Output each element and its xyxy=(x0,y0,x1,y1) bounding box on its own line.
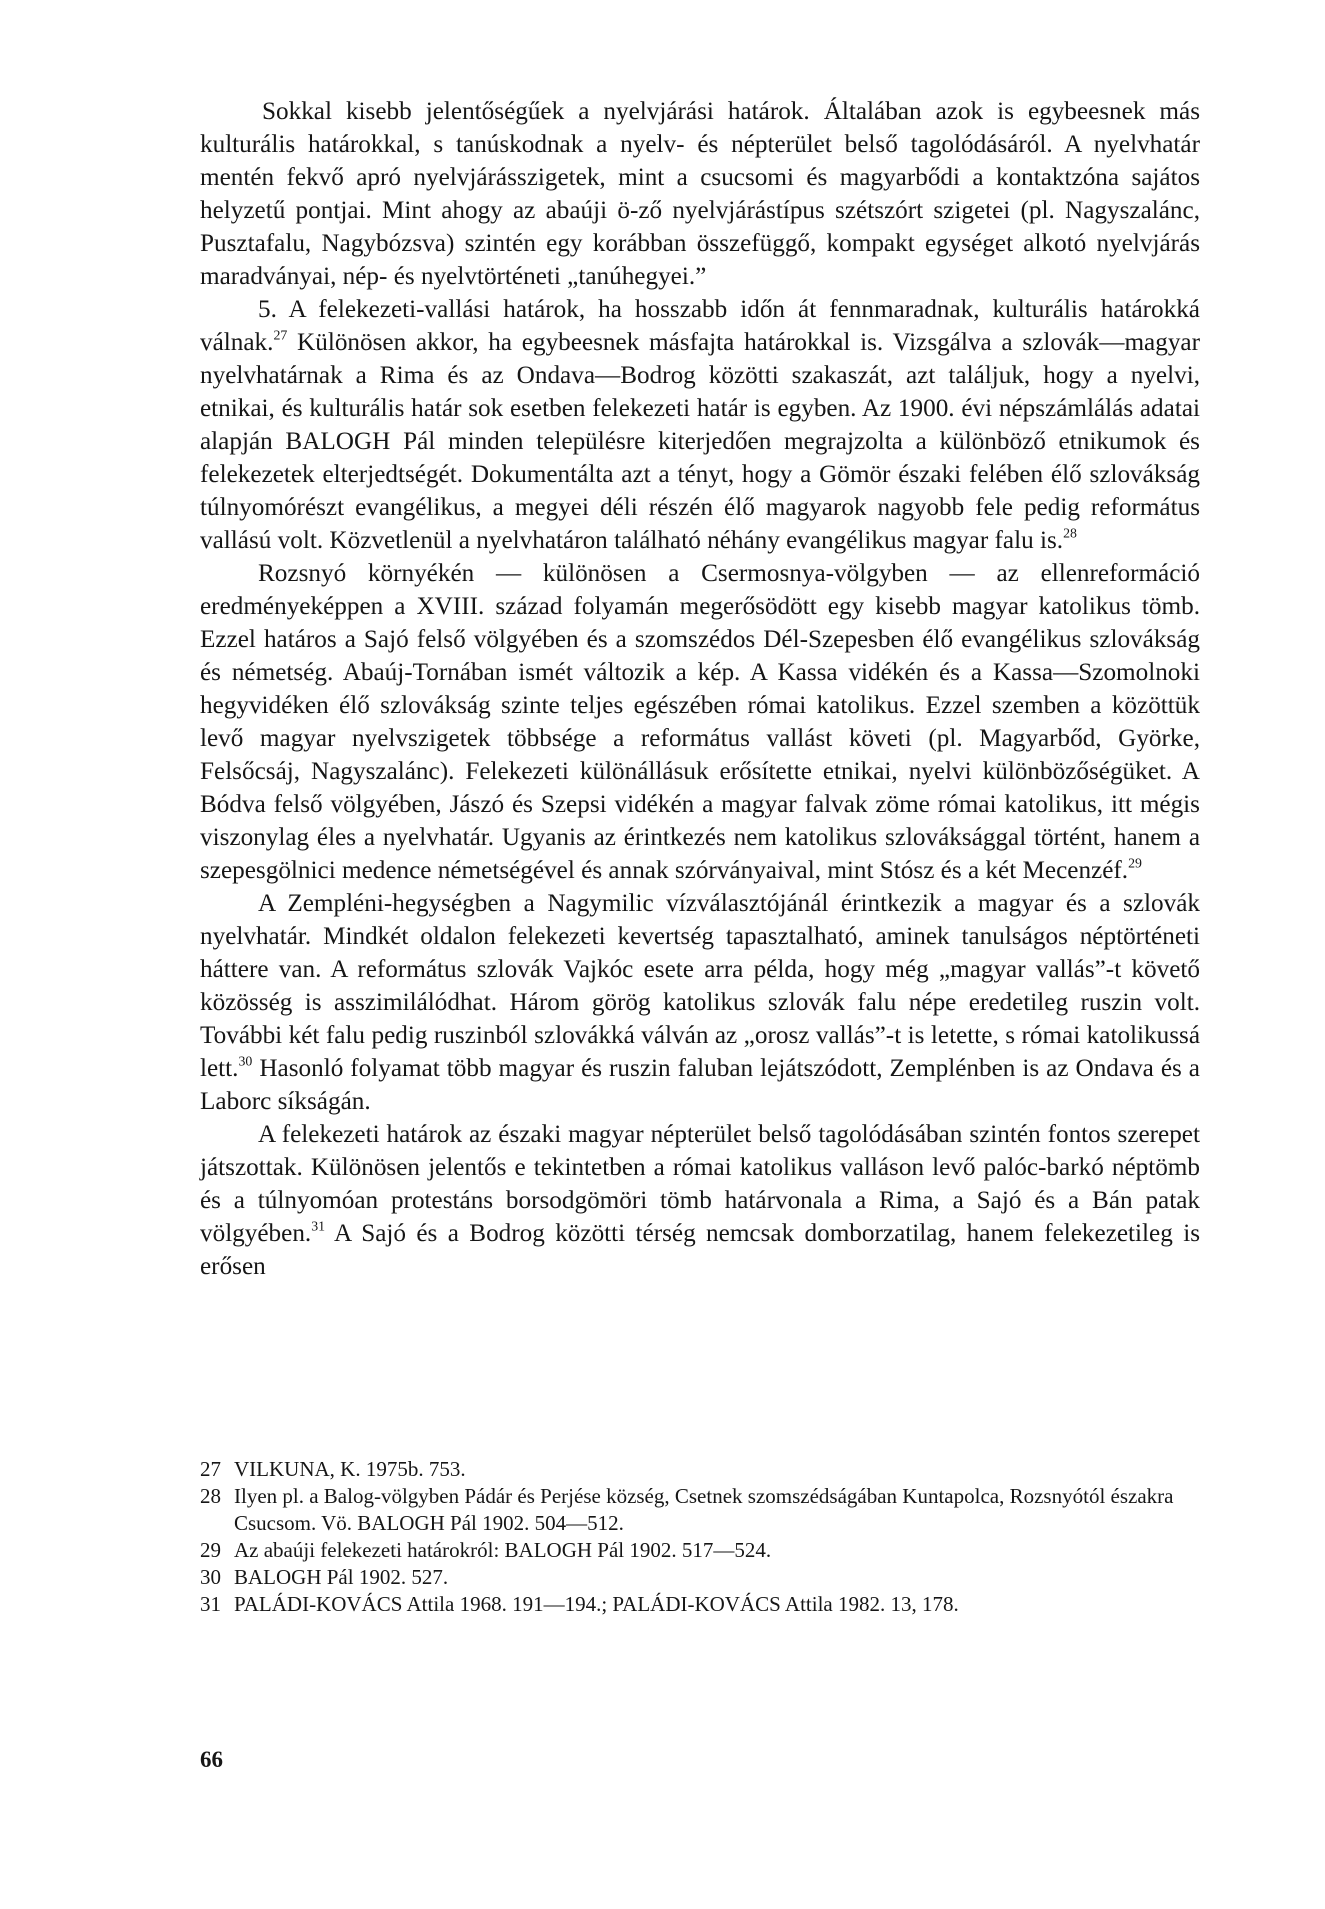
footnote-number: 30 xyxy=(200,1565,221,1589)
paragraph-3 xyxy=(200,557,1200,887)
paragraph-3-text: Rozsnyó környékén — különösen a Csermosnya-völgyben — az ellenreformáció eredményeképpen a XVIII. század folyamán megerősödött egy kisebb magyar katolikus tömb. Ezzel határos a Sajó felső völgyében és a szomszédos Dél-Szepesben élő evangélikus szlovákság és németség. Abaúj-Tornában ismét változik a kép. A Kassa vidékén és a Kassa—Szomolnoki hegyvidéken élő szlovákság szinte teljes egészében római katolikus. Ezzel szemben a közöttük levő magyar nyelvszigetek többsége a református vallást követi (pl. Magyarbőd, Györke, Felsőcsáj, Nagyszalánc). Felekezeti különállásuk erősítette etnikai, nyelvi különbözőségüket. A Bódva felső völgyében, Jászó és Szepsi vidékén a magyar falvak zöme római katolikus, itt mégis viszonylag éles a nyelvhatár. Ugyanis az érintkezés nem katolikus szlováksággal történt, hanem a szepesgölnici medence németségével és annak szórványaival, mint Stósz és a két Mecenzéf. xyxy=(200,560,1200,884)
footnote-ref-27[interactable]: 27 xyxy=(273,327,288,343)
paragraph-2-text-cont: Különösen akkor, ha egybeesnek másfajta határokkal is. Vizsgálva a szlovák—magyar nyelvhatárnak a Rima és az Ondava—Bodrog közötti szakaszát, azt találjuk, hogy a nyelvi, etnikai, és kulturális határ sok esetben felekezeti határ is egyben. Az 1900. évi népszámlálás adatai alapján BALOGH Pál minden településre kiterjedően megrajzolta a különböző etnikumok és felekezetek elterjedtségét. Dokumentálta azt a tényt, hogy a Gömör északi felében élő szlovákság túlnyomórészt evangélikus, a megyei déli részén élő magyarok nagyobb fele pedig református vallású volt. Közvetlenül a nyelvhatáron található néhány evangélikus magyar falu is. xyxy=(200,329,1200,554)
body-text xyxy=(200,95,1200,1283)
paragraph-5 xyxy=(200,1118,1200,1283)
paragraph-4 xyxy=(200,887,1200,1118)
footnote-text: Ilyen pl. a Balog-völgyben Pádár és Perjése község, Csetnek szomszédságában Kuntapolca, Rozsnyótól északra Csucsom. Vö. BALOGH Pál 1902. 504—512. xyxy=(234,1484,1174,1535)
paragraph-5-text-cont: A Sajó és a Bodrog közötti térség nemcsak domborzatilag, hanem felekezetileg is erősen xyxy=(200,1220,1200,1280)
footnote-29 xyxy=(200,1537,1200,1564)
paragraph-4-text-cont: Hasonló folyamat több magyar és ruszin faluban lejátszódott, Zemplénben is az Ondava és a Laborc síkságán. xyxy=(200,1055,1200,1115)
page-number: 66 xyxy=(200,1747,223,1772)
footnote-number: 31 xyxy=(200,1592,221,1616)
paragraph-1-text: Sokkal kisebb jelentőségűek a nyelvjárási határok. Általában azok is egybeesnek más kulturális határokkal, s tanúskodnak a nyelv- és népterület belső tagolódásáról. A nyelvhatár mentén fekvő apró nyelvjárásszigetek, mint a csucsomi és magyarbődi a kontaktzóna sajátos helyzetű pontjai. Mint ahogy az abaúji ö-ző nyelvjárástípus szétszórt szigetei (pl. Nagyszalánc, Pusztafalu, Nagybózsva) szintén egy korábban összefüggő, kompakt egységet alkotó nyelvjárás maradványai, nép- és nyelvtörténeti „tanúhegyei.” xyxy=(200,98,1200,290)
footnote-number: 27 xyxy=(200,1457,221,1481)
footnote-number: 28 xyxy=(200,1484,221,1508)
footnote-ref-28[interactable]: 28 xyxy=(1063,525,1077,541)
footnote-ref-29[interactable]: 29 xyxy=(1128,855,1142,871)
footnote-text: BALOGH Pál 1902. 527. xyxy=(234,1565,449,1589)
footnote-text: PALÁDI-KOVÁCS Attila 1968. 191—194.; PALÁDI-KOVÁCS Attila 1982. 13, 178. xyxy=(234,1592,959,1616)
footnote-30 xyxy=(200,1564,1200,1591)
paragraph-2-text: 5. A felekezeti-vallási határok, ha hosszabb időn át fennmaradnak, kulturális határokká válnak. xyxy=(200,296,1200,356)
paragraph-5-text: A felekezeti határok az északi magyar népterület belső tagolódásában szintén fontos szerepet játszottak. Különösen jelentős e tekintetben a római katolikus valláson levő palóc-barkó néptömb és a túlnyomóan protestáns borsodgömöri tömb határvonala a Rima, a Sajó és a Bán patak völgyében. xyxy=(200,1121,1200,1247)
footnote-28 xyxy=(200,1483,1200,1537)
paragraph-2 xyxy=(200,293,1200,557)
footnote-text: Az abaúji felekezeti határokról: BALOGH Pál 1902. 517—524. xyxy=(234,1538,772,1562)
footnote-number: 29 xyxy=(200,1538,221,1562)
paragraph-4-text: A Zempléni-hegységben a Nagymilic vízválasztójánál érintkezik a magyar és a szlovák nyelvhatár. Mindkét oldalon felekezeti kevertség tapasztalható, aminek tanulságos néptörténeti háttere van. A református szlovák Vajkóc esete arra példa, hogy még „magyar vallás”-t követő közösség is asszimilálódhat. Három görög katolikus szlovák falu népe eredetileg ruszin volt. További két falu pedig ruszinból szlovákká válván az „orosz vallás”-t is letette, s római katolikussá lett. xyxy=(200,890,1200,1082)
footnote-31 xyxy=(200,1591,1200,1618)
footnotes xyxy=(200,1456,1200,1618)
footnote-text: VILKUNA, K. 1975b. 753. xyxy=(234,1457,466,1481)
footnote-ref-31[interactable]: 31 xyxy=(311,1218,326,1234)
footnote-27 xyxy=(200,1456,1200,1483)
paragraph-1 xyxy=(200,95,1200,293)
footnote-ref-30[interactable]: 30 xyxy=(238,1053,253,1069)
